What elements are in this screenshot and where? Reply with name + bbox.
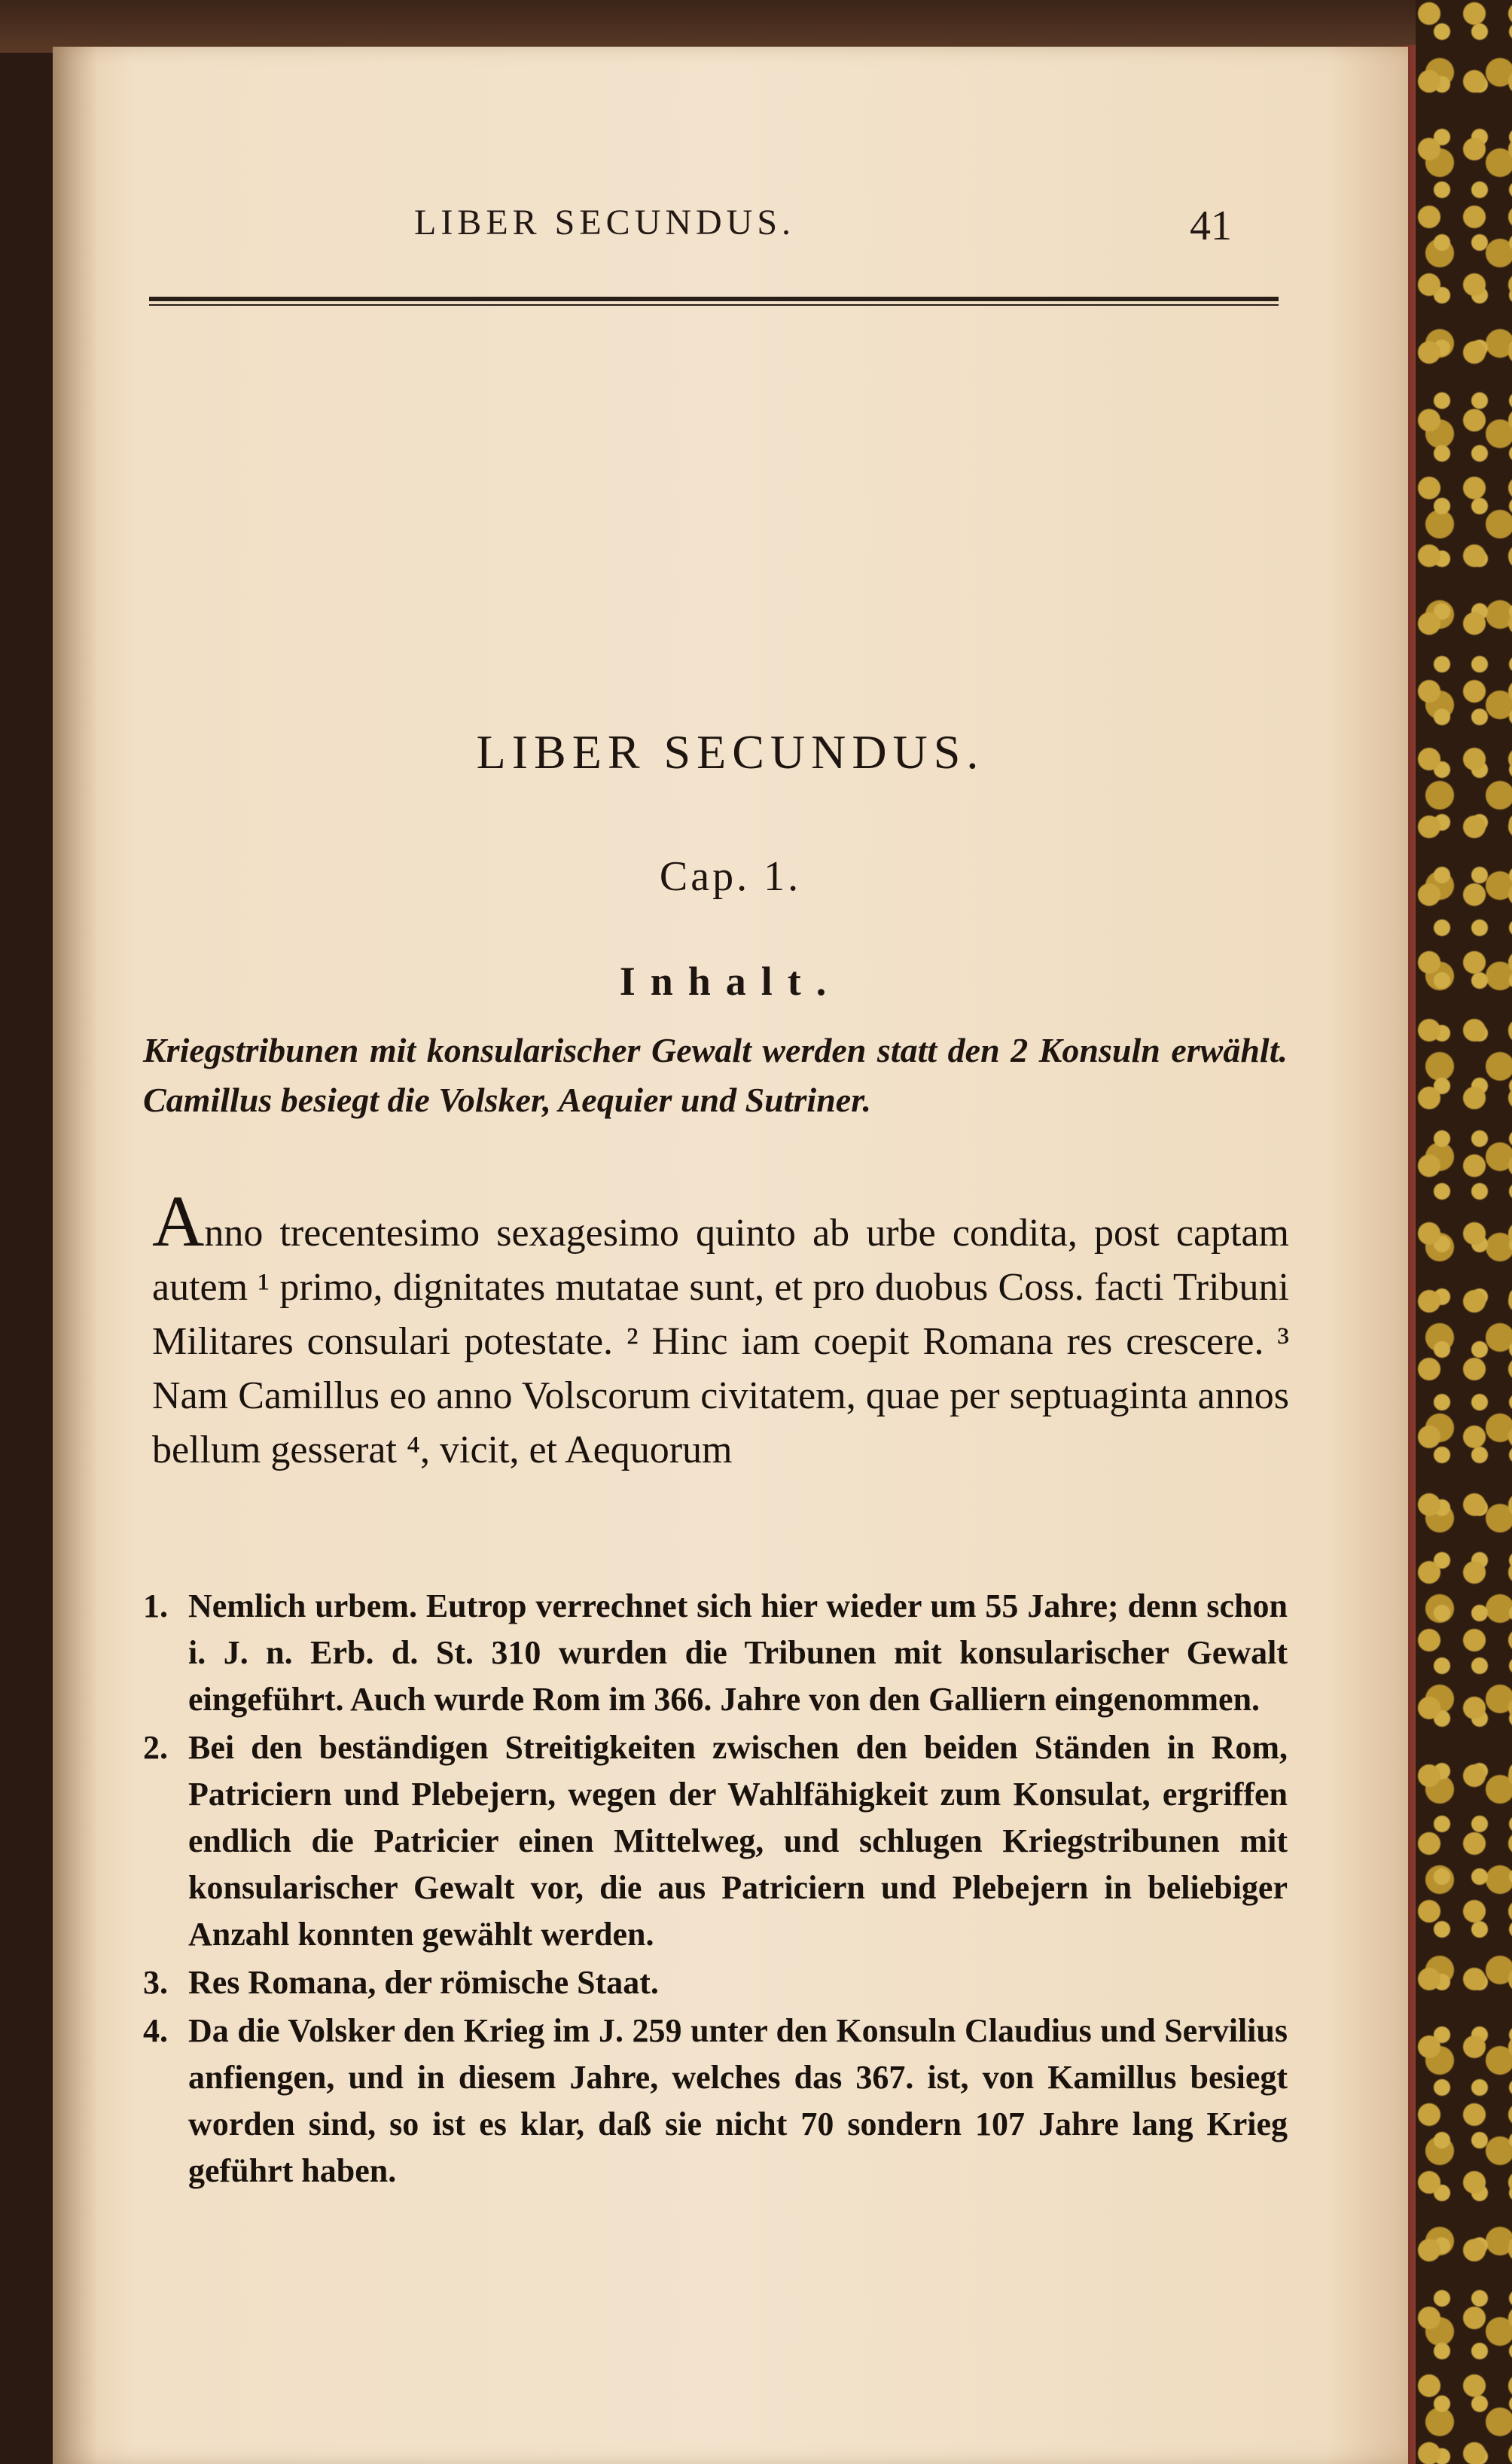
chapter-title: Cap. 1. [659, 853, 802, 900]
footnote-text: Da die Volsker den Krieg im J. 259 unter den Konsuln Claudius und Servilius anfiengen, und in diesem Jahre, welches das 367. ist, von Kamillus besiegt worden sind, so ist es klar, daß sie nicht 70 sondern 107 Jahre lang Krieg geführt haben. [188, 2012, 1288, 2189]
book-cover-top-edge [0, 0, 1512, 53]
footnote [143, 1959, 1288, 2006]
footnote-text: Bei den beständigen Streitigkeiten zwischen den beiden Ständen in Rom, Patriciern und Plebejern, wegen der Wahlfähigkeit zum Konsulat, ergriffen endlich die Patricier einen Mittelweg, und schlugen Kriegstribunen mit konsularischer Gewalt vor, die aus Patriciern und Plebejern in beliebiger Anzahl konnten gewählt werden. [188, 1729, 1288, 1953]
main-text-body: nno trecentesimo sexagesimo quinto ab urbe condita, post captam autem ¹ primo, dignitates mutatae sunt, et pro duobus Coss. facti Tribuni Militares consulari potestate. ² Hinc iam coepit Romana res crescere. ³ Nam Camillus eo anno Volscorum civitatem, quae per septuaginta annos bellum gesserat ⁴, vicit, et Aequorum [152, 1212, 1289, 1471]
footnote-number: 3. [143, 1964, 168, 2001]
book-page [53, 47, 1408, 2464]
main-text-paragraph [152, 1181, 1289, 1477]
page-number: 41 [1190, 203, 1232, 249]
footnote-number: 2. [143, 1729, 168, 1766]
footnote-text: Nemlich urbem. Eutrop verrechnet sich hier wieder um 55 Jahre; denn schon i. J. n. Erb. d. St. 310 wurden die Tribunen mit konsularischer Gewalt eingeführt. Auch wurde Rom im 366. Jahre von den Galliern eingenommen. [188, 1587, 1288, 1718]
drop-cap: A [152, 1181, 205, 1261]
chapter-summary: Kriegstribunen mit konsularischer Gewalt werden statt den 2 Konsuln erwählt. Camillus besiegt die Volsker, Aequier und Sutriner. [143, 1031, 1288, 1119]
header-rule [149, 297, 1279, 306]
footnote-text: Res Romana, der römische Staat. [188, 1964, 659, 2001]
book-title: LIBER SECUNDUS. [476, 725, 985, 779]
footnote [143, 1583, 1288, 1723]
page-gutter-shadow [53, 47, 98, 2464]
footnote [143, 1724, 1288, 1958]
footnotes [143, 1583, 1288, 2196]
footnote-number: 1. [143, 1587, 168, 1624]
footnote [143, 2008, 1288, 2194]
running-title: LIBER SECUNDUS. [414, 203, 796, 242]
marbled-cover-edge [1416, 0, 1512, 2464]
footnote-number: 4. [143, 2012, 168, 2049]
inhalt-heading: Inhalt. [619, 959, 842, 1004]
